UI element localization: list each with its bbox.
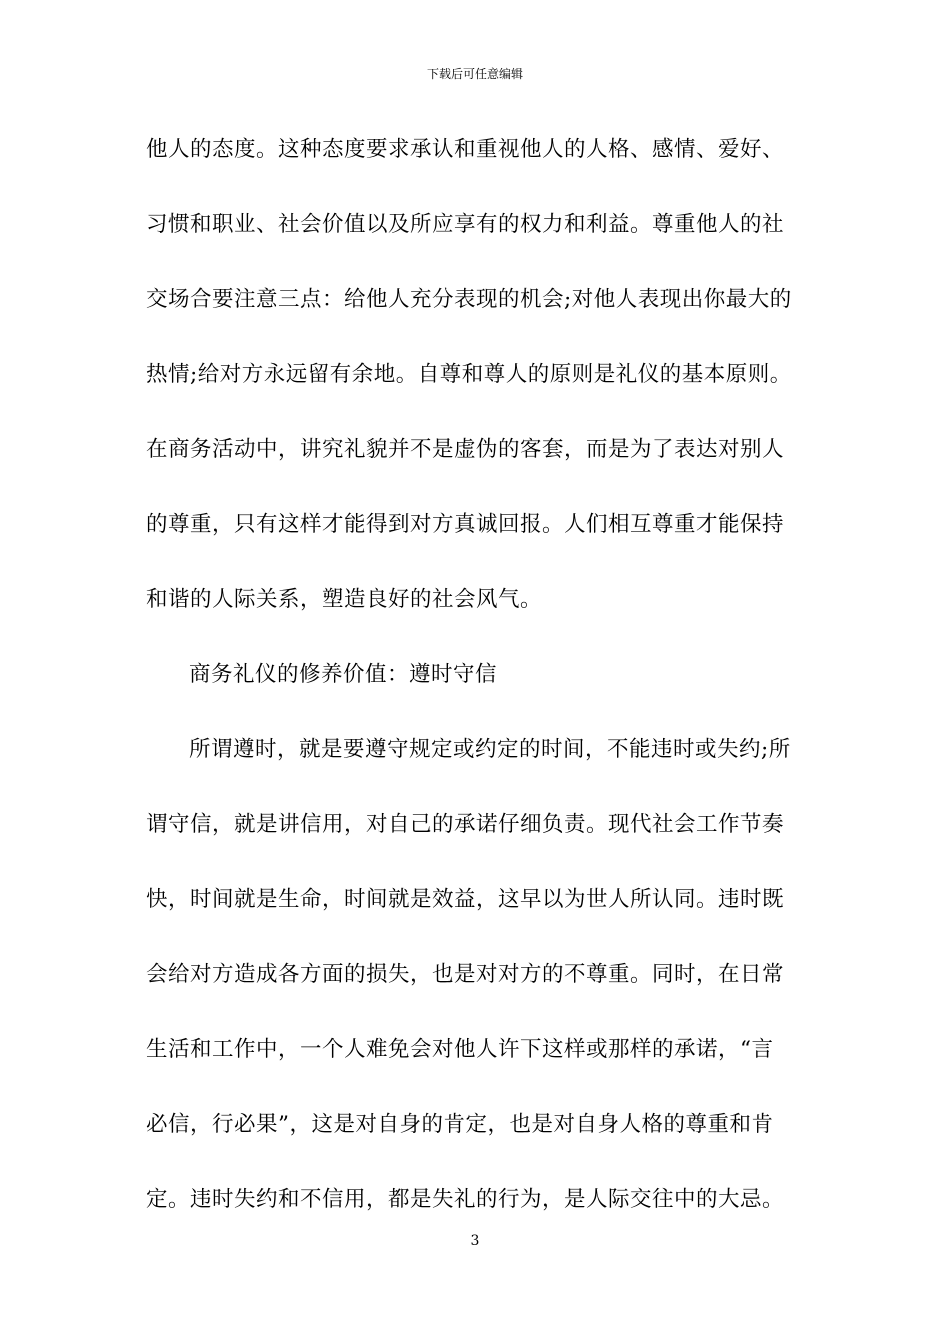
text-line: 交场合要注意三点：给他人充分表现的机会;对他人表现出你最大的 [146,287,792,312]
text-line: 会给对方造成各方面的损失，也是对对方的不尊重。同时，在日常 [146,962,785,987]
text-line: 定。违时失约和不信用，都是失礼的行为，是人际交往中的大忌。 [146,1187,785,1212]
text-line: 快，时间就是生命，时间就是效益，这早以为世人所认同。违时既 [146,887,785,912]
text-line: 的尊重，只有这样才能得到对方真诚回报。人们相互尊重才能保持 [146,512,785,537]
text-line: 生活和工作中，一个人难免会对他人许下这样或那样的承诺，“言 [146,1037,774,1062]
text-line: 所谓遵时，就是要遵守规定或约定的时间，不能违时或失约;所 [189,737,791,762]
paragraph [146,728,806,1253]
page-header: 下载后可任意编辑 [426,67,523,81]
text-line: 和谐的人际关系，塑造良好的社会风气。 [146,587,543,612]
text-line: 习惯和职业、社会价值以及所应享有的权力和利益。尊重他人的社 [146,212,785,237]
text-line: 在商务活动中，讲究礼貌并不是虚伪的客套，而是为了表达对别人 [146,437,785,462]
paragraph [146,128,806,653]
body-text [146,128,806,1253]
text-line: 必信，行必果”，这是对自身的肯定，也是对自身人格的尊重和肯 [146,1112,774,1137]
text-line: 他人的态度。这种态度要求承认和重视他人的人格、感情、爱好、 [146,137,785,162]
page-number: 3 [470,1233,480,1249]
text-line: 商务礼仪的修养价值：遵时守信 [189,662,498,687]
section-heading [146,653,806,728]
text-line: 谓守信，就是讲信用，对自己的承诺仔细负责。现代社会工作节奏 [146,812,785,837]
text-line: 热情;给对方永远留有余地。自尊和尊人的原则是礼仪的基本原则。 [146,362,792,387]
